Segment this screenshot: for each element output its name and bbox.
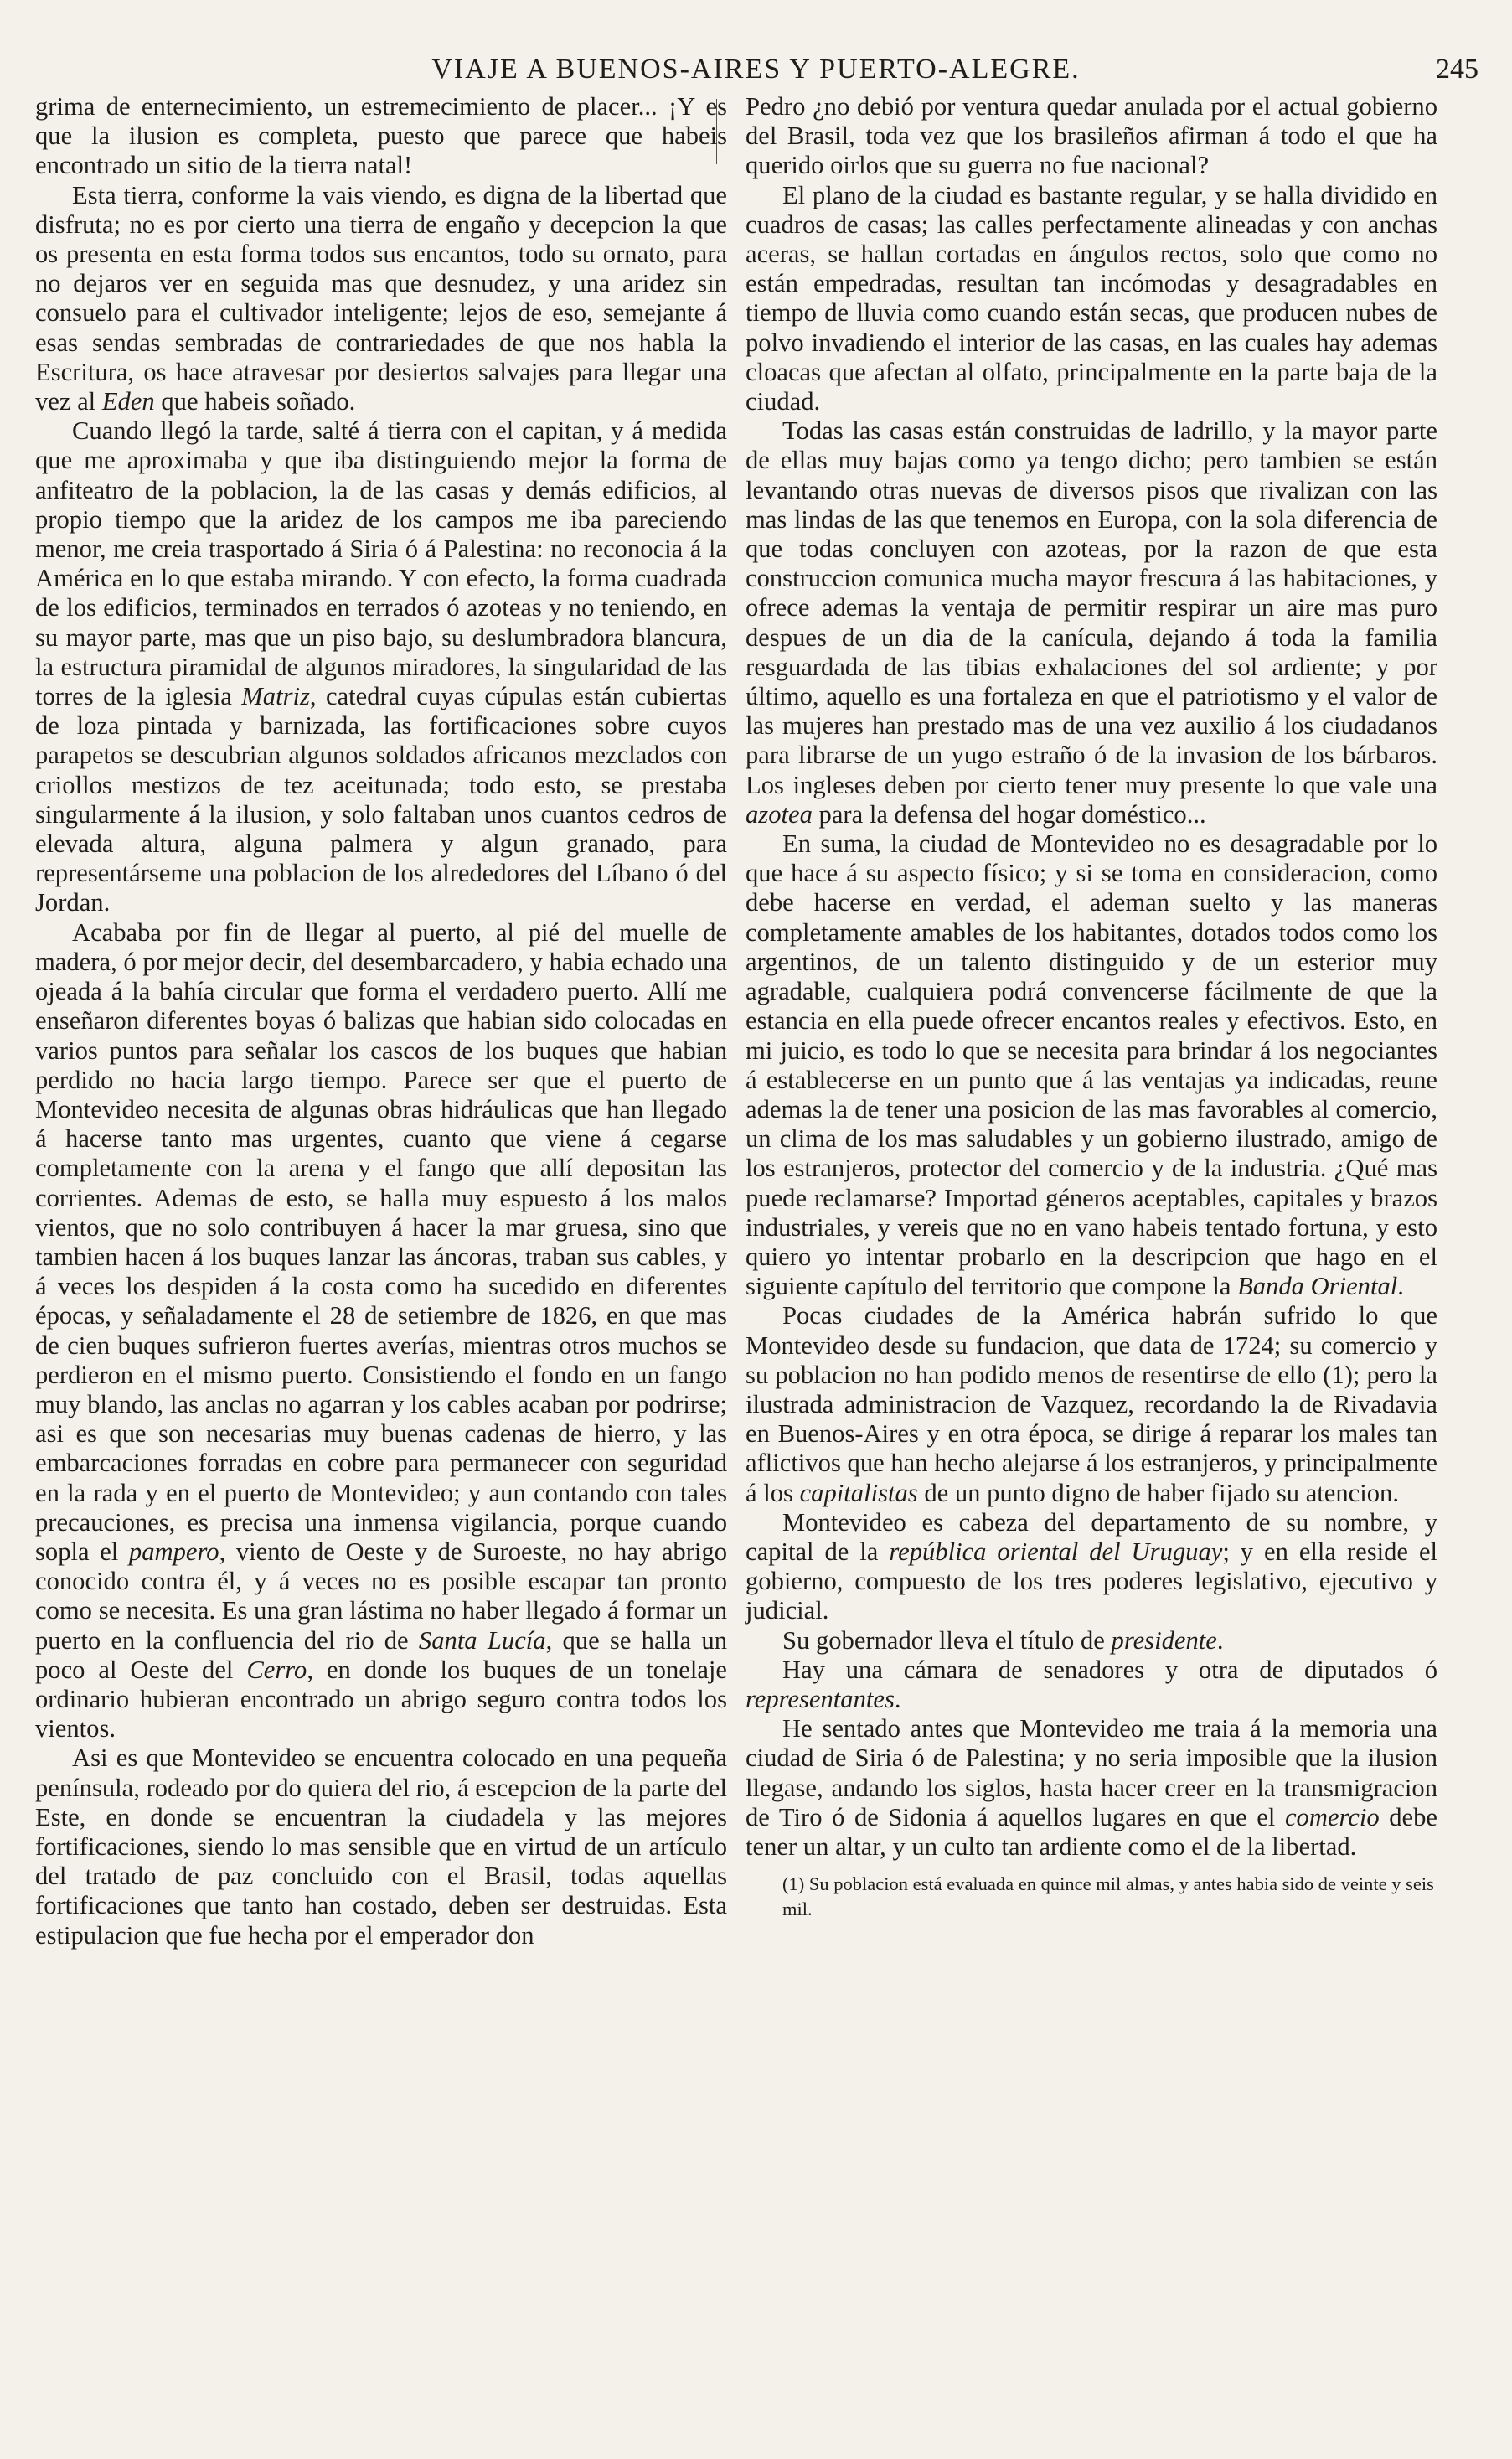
text: . <box>1397 1272 1404 1301</box>
text: Todas las casas están construidas de ladrillo, y la mayor parte de ellas muy bajas como ya tengo dicho; pero tambien se están levantando otras nuevas de diversos pisos que rivalizan con las mas lindas de las que tenemos en Europa, con la sola diferencia de que todas concluyen con azoteas, por la razon de que esta construccion comunica mucha mayor frescura á las habitaciones, y ofrece ademas la ventaja de permitir respirar un aire mas puro despues de un dia de la canícula, dejando á toda la familia resguardada de las tibias exhalaciones del sol ardiente; y por último, aquello es una fortaleza en que el patriotismo y el valor de las mujeres han prestado mas de una vez auxilio á los ciudadanos para librarse de un yugo estraño ó de la invasion de los bárbaros. Los ingleses deben por cierto tener muy presente lo que vale una <box>746 416 1437 799</box>
text: grima de enternecimiento, un estremecimiento de placer... ¡Y es que la ilusion es completa, puesto que parece que habeis encontrado un sitio de la tierra natal! <box>35 92 727 180</box>
text: Cuando llegó la tarde, salté á tierra con el capitan, y á medida que me aproximaba y que iba distinguiendo mejor la forma de anfiteatro de la poblacion, la de las casas y demás edificios, al propio tiempo que la aridez de los campos me iba pareciendo menor, me creia trasportado á Siria ó á Palestina: no reconocia á la América en lo que estaba mirando. Y con efecto, la forma cuadrada de los edificios, terminados en terrados ó azoteas y no teniendo, en su mayor parte, mas que un piso bajo, su deslumbradora blancura, la estructura piramidal de algunos miradores, la singularidad de las torres de la iglesia <box>35 416 727 711</box>
page-header <box>34 50 1478 89</box>
text: Pedro ¿no debió por ventura quedar anulada por el actual gobierno del Brasil, toda vez que los brasileños afirman á todo el que ha querido oirlos que su guerra no fue nacional? <box>746 92 1437 180</box>
emphasis: comercio <box>1284 1802 1380 1831</box>
text: Esta tierra, conforme la vais viendo, es digna de la libertad que disfruta; no es por cierto una tierra de engaño y decepcion la que os presenta en esta forma todos sus encantos, todo su ornato, para no dejaros ver en seguida mas que desnudez, y una aridez sin consuelo para el cultivador inteligente; lejos de eso, semejante á esas sendas sembradas de contrariedades de que nos habla la Escritura, os hace atravesar por desiertos salvajes para llegar una vez al <box>35 180 727 416</box>
paragraph <box>746 1656 1437 1714</box>
right-column <box>746 92 1437 1922</box>
text: Acababa por fin de llegar al puerto, al pié del muelle de madera, ó por mejor decir, del desembarcadero, y habia echado una ojeada á la bahía circular que forma el verdadero puerto. Allí me enseñaron diferentes boyas ó balizas que habian sido colocadas en varios puntos para señalar los cascos de los buques que habian perdido no hacia largo tiempo. Parece ser que el puerto de Montevideo necesita de algunas obras hidráulicas que han llegado á hacerse tanto mas urgentes, cuanto que viene á cegarse completamente con la arena y el fango que allí depositan las corrientes. Ademas de esto, se halla muy espuesto á los malos vientos, que no solo contribuyen á hacer la mar gruesa, sino que tambien hacen á los buques lanzar las áncoras, traban sus cables, y á veces los despiden á la costa como ha sucedido en diferentes épocas, y señaladamente el 28 de setiembre de 1826, en que mas de cien buques sufrieron fuertes averías, mientras otros muchos se perdieron en el mismo puerto. Consistiendo el fondo en un fango muy blando, las anclas no agarran y los cables acaban por podrirse; asi es que son necesarias muy buenas cadenas de hierro, y las embarcaciones forradas en cobre para permanecer con seguridad en la rada y en el puerto de Montevideo; y aun contando con tales precauciones, es precisa una inmensa vigilancia, porque cuando sopla el <box>35 917 727 1566</box>
emphasis: presidente <box>1111 1625 1217 1655</box>
paragraph <box>746 829 1437 1301</box>
paragraph <box>35 92 727 181</box>
paragraph <box>746 1626 1437 1656</box>
emphasis: representantes <box>746 1684 895 1713</box>
text: debe tener un altar, y un culto tan ardiente como el de la libertad. <box>746 1802 1438 1861</box>
text: , en donde los buques de un tonelaje ordinario hubieran encontrado un abrigo seguro contra todos los vientos. <box>35 1655 727 1744</box>
text: , catedral cuyas cúpulas están cubiertas de loza pintada y barnizada, las fortificaciones sobre cuyos parapetos se descubrian algunos soldados africanos mezclados con criollos mestizos de tez aceitunada; todo esto, se prestaba singularmente á la ilusion, y solo faltaban unos cuantos cedros de elevada altura, alguna palmera y algun granado, para representárseme una poblacion de los alrededores del Líbano ó del Jordan. <box>35 682 727 917</box>
text: para la defensa del hogar doméstico... <box>812 799 1206 829</box>
text: En suma, la ciudad de Montevideo no es desagradable por lo que hace á su aspecto físico; y si se toma en consideracion, como debe hacerse en verdad, el ademan suelto y las maneras completamente amables de los habitantes, dotados todos como los argentinos, de un talento distinguido y de un esterior muy agradable, cualquiera podrá convencerse fácilmente de que la estancia en ella puede ofrecer encantos reales y efectivos. Esto, en mi juicio, es todo lo que se necesita para brindar á los negociantes á establecerse en un punto que á las ventajas ya indicadas, reune ademas la de tener una posicion de las mas favorables al comercio, un clima de los mas saludables y un gobierno ilustrado, amigo de los estranjeros, protector del comercio y de la industria. ¿Qué mas puede reclamarse? Importad géneros aceptables, capitales y brazos industriales, y vereis que no en vano habeis tentado fortuna, y esto quiero yo intentar probarlo en la descripcion que hago en el siguiente capítulo del territorio que compone la <box>746 829 1437 1301</box>
paragraph <box>35 1744 727 1950</box>
footnote: (1) Su poblacion está evaluada en quince mil almas, y antes habia sido de veinte y seis mil. <box>782 1873 1434 1920</box>
paragraph <box>35 416 727 917</box>
emphasis: Cerro <box>246 1655 307 1684</box>
paragraph <box>746 416 1437 829</box>
emphasis: república oriental del Uruguay <box>889 1537 1223 1566</box>
running-title: VIAJE A BUENOS-AIRES Y PUERTO-ALEGRE. <box>431 54 1081 85</box>
page-number: 245 <box>1436 54 1478 85</box>
emphasis: Banda Oriental <box>1237 1272 1398 1301</box>
text: Asi es que Montevideo se encuentra colocado en una pequeña península, rodeado por do quiera del rio, á escepcion de la parte del Este, en donde se encuentran la ciudadela y las mejores fortificaciones, siendo lo mas sensible que en virtud de un artículo del tratado de paz concluido con el Brasil, todas aquellas fortificaciones que tanto han costado, deben ser destruidas. Esta estipulacion que fue hecha por el emperador don <box>35 1744 727 1950</box>
text: Pocas ciudades de la América habrán sufrido lo que Montevideo desde su fundacion, que data de 1724; su comercio y su poblacion no han podido menos de resentirse de ello (1); pero la ilustrada administracion de Vazquez, recordando la de Rivadavia en Buenos-Aires y en otra época, se dirige á reparar los males tan aflictivos que han hecho alejarse á los estranjeros, y principalmente á los <box>746 1301 1437 1507</box>
text: Hay una cámara de senadores y otra de diputados ó <box>782 1655 1437 1684</box>
paragraph <box>35 181 727 417</box>
paragraph <box>746 1508 1437 1626</box>
paragraph <box>746 1714 1437 1862</box>
text: que habeis soñado. <box>154 387 356 416</box>
emphasis: Santa Lucía <box>418 1625 546 1655</box>
paragraph <box>746 1301 1437 1507</box>
text: He sentado antes que Montevideo me traia á la memoria una ciudad de Siria ó de Palestina; y no seria imposible que la ilusion llegase, andando los siglos, hasta hacer creer en la transmigracion de Tiro ó de Sidonia á aquellos lugares en que el <box>746 1714 1437 1831</box>
text: Montevideo es cabeza del departamento de su nombre, y capital de la <box>746 1507 1437 1566</box>
emphasis: Matriz <box>241 682 310 711</box>
text: , viento de Oeste y de Suroeste, no hay abrigo conocido contra él, y á veces no es posible escapar tan pronto como se necesita. Es una gran lástima no haber llegado á formar un puerto en la confluencia del rio de <box>35 1537 727 1655</box>
left-column <box>35 92 727 1950</box>
text: Su gobernador lleva el título de <box>782 1625 1112 1655</box>
paragraph <box>35 918 727 1744</box>
emphasis: azotea <box>746 799 813 829</box>
emphasis: capitalistas <box>799 1478 918 1507</box>
text: de un punto digno de haber fijado su atencion. <box>917 1478 1400 1507</box>
emphasis: pampero <box>128 1537 219 1566</box>
emphasis: Eden <box>101 387 155 416</box>
text: , que se halla un poco al Oeste del <box>35 1625 728 1684</box>
text: ; y en ella reside el gobierno, compuesto de los tres poderes legislativo, ejecutivo y judicial. <box>746 1537 1438 1625</box>
paragraph <box>746 181 1437 417</box>
text: . <box>1216 1625 1224 1655</box>
text: El plano de la ciudad es bastante regular, y se halla dividido en cuadros de casas; las calles perfectamente alineadas y con anchas aceras, se hallan cortadas en ángulos rectos, solo que como no están empedradas, resultan tan incómodas y desagradables en tiempo de lluvia como cuando están secas, que producen nubes de polvo invadiendo el interior de las casas, en las cuales hay ademas cloacas que afectan al olfato, principalmente en la parte baja de la ciudad. <box>746 180 1437 416</box>
paragraph <box>746 92 1437 181</box>
text: . <box>894 1684 901 1713</box>
